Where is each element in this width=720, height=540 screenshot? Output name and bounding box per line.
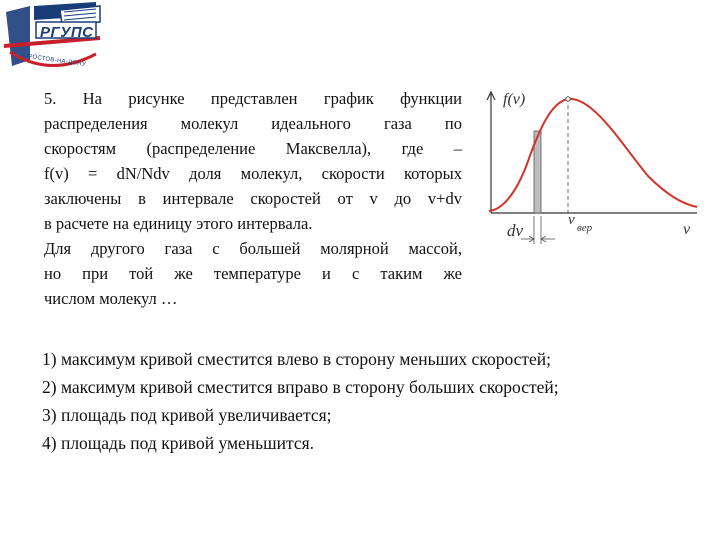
answer-option-2[interactable]: 2) максимум кривой сместится вправо в сторону больших скоростей; [42, 377, 559, 397]
vmax-label: v [568, 212, 575, 228]
logo-name: РГУПС [40, 24, 94, 41]
vmax-subscript: вер [577, 222, 593, 234]
problem-line: но при той же температуре и с таким же [44, 264, 462, 283]
problem-line: в расчете на единицу этого интервала. [44, 214, 313, 233]
problem-text [44, 86, 462, 311]
maxwell-distribution-graph [483, 86, 705, 256]
problem-line: распределения молекул идеального газа по [44, 114, 462, 133]
y-axis-label: f(v) [503, 91, 526, 108]
dv-label: dv [507, 221, 524, 240]
problem-line: числом молекул … [44, 289, 178, 308]
problem-line: f(v) = dN/Ndv доля молекул, скорости которых [44, 164, 462, 183]
university-logo [0, 0, 110, 80]
problem-line: Для другого газа с большей молярной массой, [44, 239, 462, 258]
answer-option-3[interactable]: 3) площадь под кривой увеличивается; [42, 405, 332, 425]
problem-line: заключены в интервале скоростей от v до v+dv [44, 189, 462, 208]
answer-options [42, 345, 702, 457]
answer-option-4[interactable]: 4) площадь под кривой уменьшится. [42, 433, 315, 453]
answer-option-1[interactable]: 1) максимум кривой сместится влево в сторону меньших скоростей; [42, 349, 552, 369]
logo-subtitle: РОСТОВ-НА-ДОНУ [27, 53, 87, 69]
curve-maximum-point [566, 97, 570, 101]
x-axis-label: v [683, 221, 691, 238]
problem-line: 5. На рисунке представлен график функции [44, 89, 462, 108]
distribution-curve [489, 99, 697, 211]
problem-line: скоростям (распределение Максвелла), где – [44, 139, 462, 158]
